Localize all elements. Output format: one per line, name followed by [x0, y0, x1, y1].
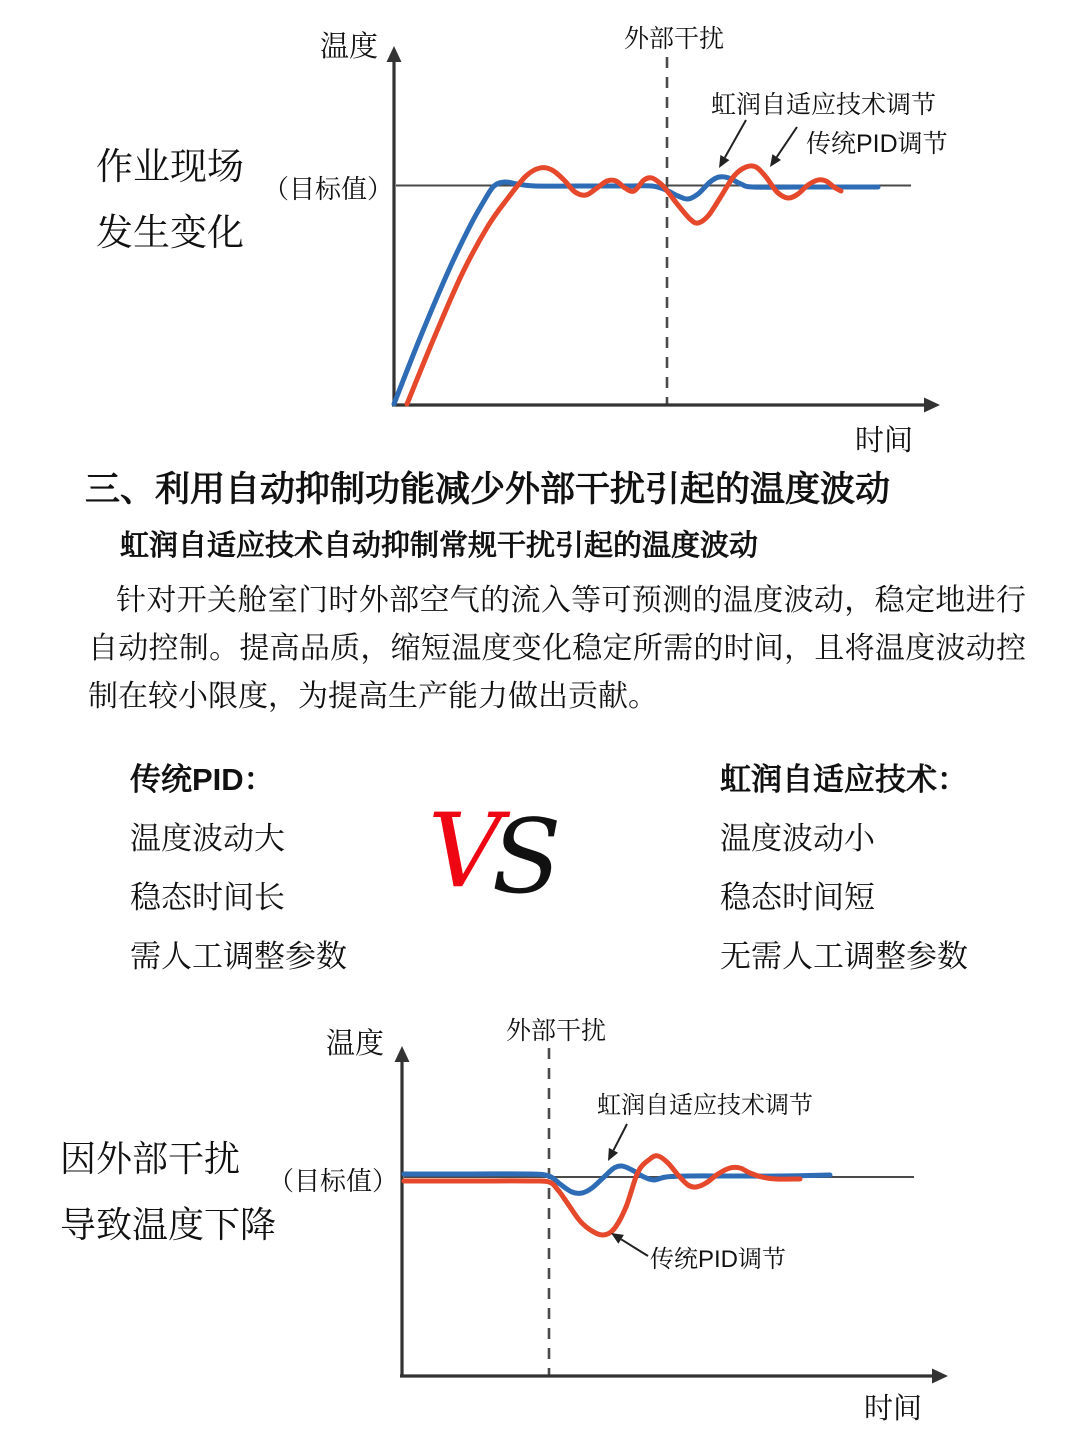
adaptive-column-item: 温度波动小 — [720, 821, 875, 856]
section-subheading: 虹润自适应技术自动抑制常规干扰引起的温度波动 — [120, 530, 759, 562]
top-chart-x-axis-label: 时间 — [855, 425, 914, 457]
bottom-chart-adaptive-series-label: 虹润自适应技术调节 — [597, 1092, 813, 1119]
section-paragraph: 针对开关舱室门时外部空气的流入等可预测的温度波动，稳定地进行自动控制。提高品质，缩短温度变化稳定所需的时间，且将温度波动控制在较小限度，为提高生产能力做出贡献。 — [88, 584, 1026, 713]
top-chart-scenario-label — [96, 134, 244, 266]
bottom-chart-scenario-label — [60, 1126, 276, 1258]
pid-column-item: 温度波动大 — [130, 821, 285, 856]
adaptive-column-title: 虹润自适应技术： — [720, 762, 968, 797]
pid-curve — [404, 1156, 800, 1235]
annotation-arrowhead — [611, 1233, 624, 1244]
bottom-chart-target-value-label: （目标值） — [268, 1166, 399, 1196]
top-chart-disturbance-label: 外部干扰 — [624, 25, 725, 53]
top-chart-y-axis-label: 温度 — [320, 31, 379, 63]
comparison-left-column — [130, 750, 347, 986]
vs-letter-s: S — [491, 798, 562, 917]
top-chart-adaptive-series-label: 虹润自适应技术调节 — [711, 91, 937, 119]
y-axis-arrowhead — [395, 1046, 410, 1062]
adaptive-column-item: 无需人工调整参数 — [720, 939, 968, 974]
bottom-chart-pid-series-label: 传统PID调节 — [650, 1246, 787, 1273]
scenario-line-2: 导致温度下降 — [60, 1204, 277, 1245]
bottom-chart-y-axis-label: 温度 — [326, 1028, 385, 1060]
x-axis-arrowhead — [932, 1369, 948, 1384]
top-chart-pid-series-label: 传统PID调节 — [806, 130, 948, 158]
adaptive-curve — [394, 177, 878, 404]
scenario-line-2: 发生变化 — [96, 212, 244, 253]
pid-curve — [407, 166, 841, 404]
top-chart-target-value-label: （目标值） — [263, 174, 394, 204]
y-axis-arrowhead — [387, 46, 402, 62]
scenario-line-1: 作业现场 — [96, 146, 244, 187]
section-heading: 三、利用自动抑制功能减少外部干扰引起的温度波动 — [85, 470, 891, 509]
annotation-arrow-line — [725, 120, 746, 158]
pid-column-item: 稳态时间长 — [130, 880, 285, 915]
annotation-arrow-line — [777, 127, 797, 157]
pid-column-item: 需人工调整参数 — [130, 939, 347, 974]
comparison-right-column — [720, 750, 968, 986]
vs-graphic — [428, 792, 562, 917]
annotation-arrow-line — [621, 1239, 648, 1256]
vs-letter-v: V — [428, 792, 502, 911]
adaptive-column-item: 稳态时间短 — [720, 880, 875, 915]
pid-column-title: 传统PID： — [130, 762, 275, 797]
annotation-arrow-line — [613, 1124, 627, 1150]
x-axis-arrowhead — [924, 398, 940, 413]
bottom-chart-x-axis-label: 时间 — [864, 1393, 923, 1425]
annotation-arrowhead — [770, 154, 781, 167]
scenario-line-1: 因外部干扰 — [60, 1138, 241, 1179]
bottom-chart-disturbance-label: 外部干扰 — [506, 1017, 607, 1045]
